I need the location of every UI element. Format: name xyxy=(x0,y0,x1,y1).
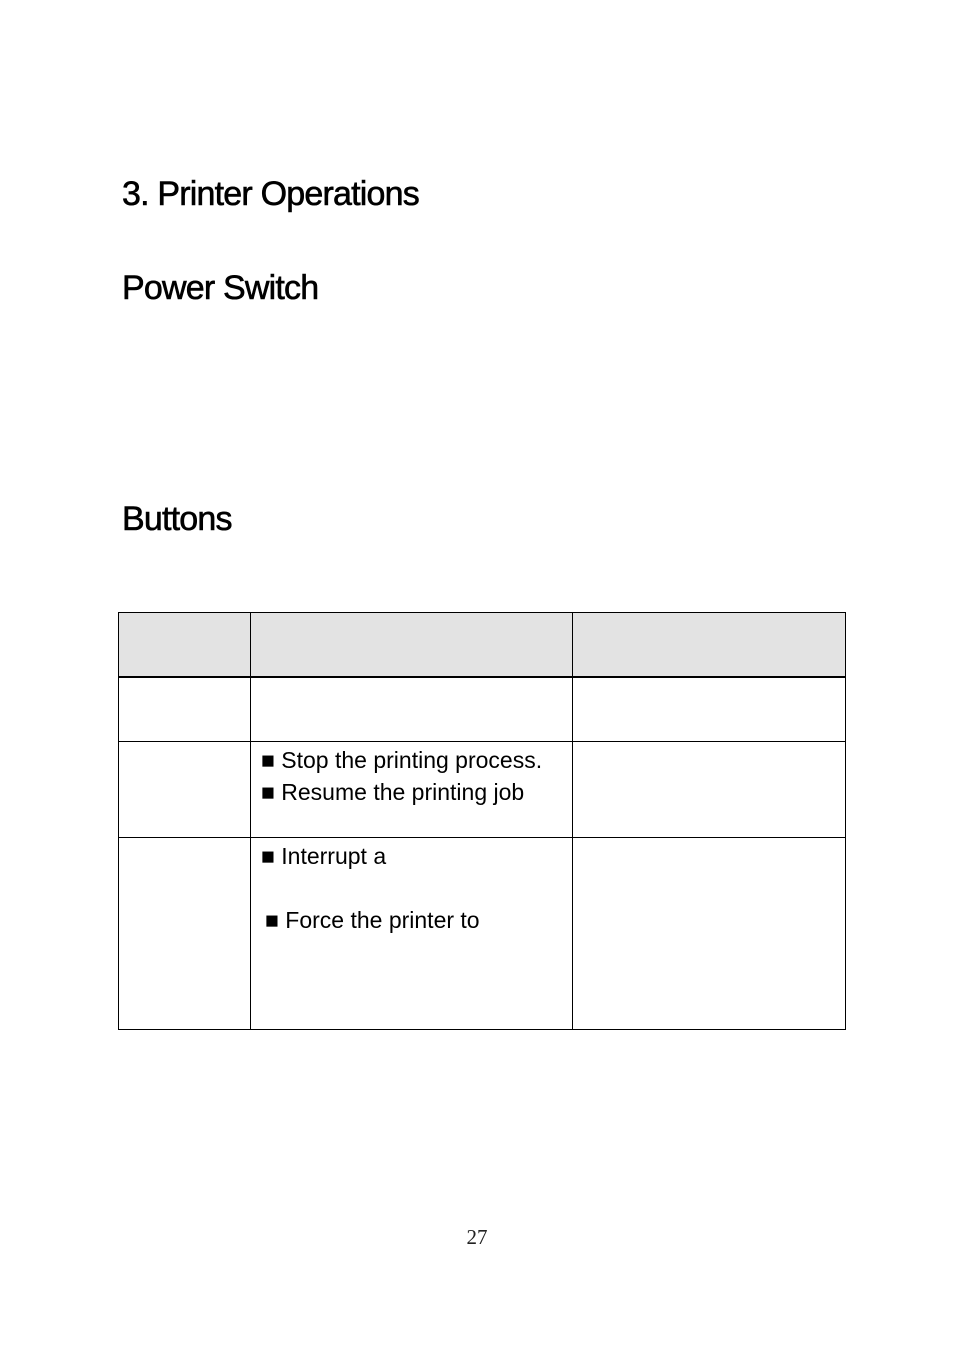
function-list xyxy=(251,838,572,936)
table-cell xyxy=(251,838,573,1030)
table-row xyxy=(119,677,846,742)
list-item: ■ Stop the printing process. xyxy=(261,747,543,773)
table-cell xyxy=(251,742,573,838)
table-cell xyxy=(573,742,846,838)
table-row xyxy=(119,742,846,838)
table-header-cell xyxy=(251,613,573,678)
table-header-cell xyxy=(573,613,846,678)
section-heading-buttons: Buttons xyxy=(122,500,232,538)
section-heading-power-switch: Power Switch xyxy=(122,269,319,307)
table-cell xyxy=(573,838,846,1030)
function-list xyxy=(251,742,572,808)
page-number: 27 xyxy=(466,1225,488,1249)
list-item: ■ Interrupt a xyxy=(261,843,387,869)
chapter-title: 3. Printer Operations xyxy=(122,175,419,213)
list-item: ■ Resume the printing job xyxy=(261,779,525,805)
table-cell xyxy=(573,677,846,742)
table-cell xyxy=(119,838,251,1030)
table-row xyxy=(119,838,846,1030)
spacer xyxy=(261,872,572,904)
table-header-cell xyxy=(119,613,251,678)
table-cell xyxy=(119,742,251,838)
table-cell xyxy=(251,677,573,742)
table-cell xyxy=(119,677,251,742)
table-header-row xyxy=(119,613,846,678)
list-item: ■ Force the printer to xyxy=(265,907,480,933)
buttons-table xyxy=(118,612,846,1030)
